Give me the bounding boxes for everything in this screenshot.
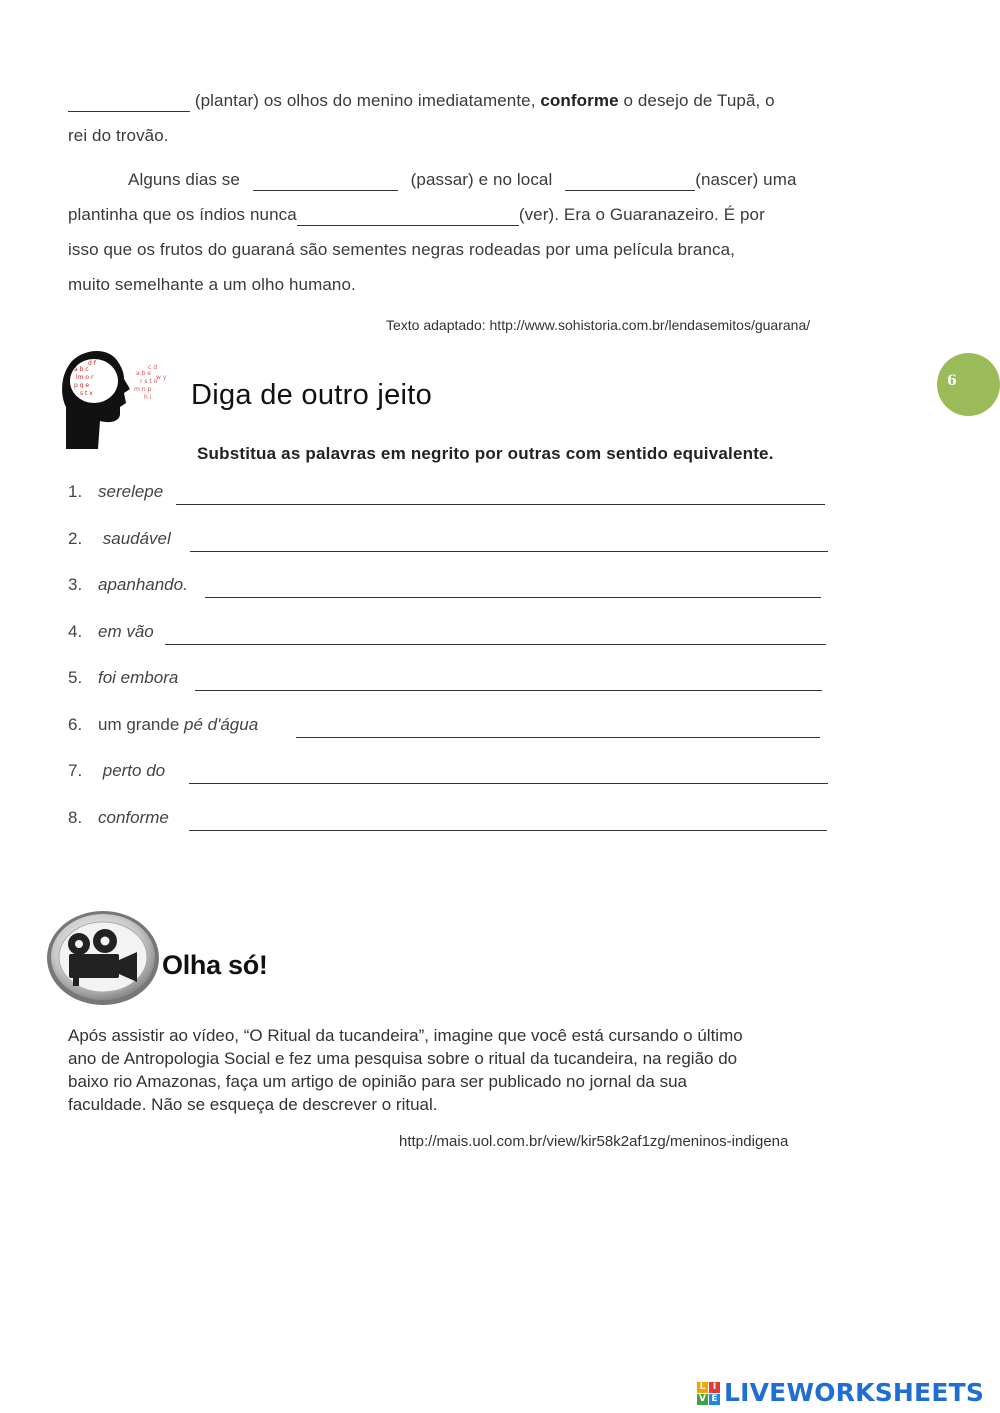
story-line-3: [128, 162, 880, 197]
item-word: pé d'água: [184, 715, 259, 734]
story-text: rei do trovão.: [68, 126, 169, 145]
item-word: serelepe: [98, 482, 164, 501]
story-text: Alguns dias se: [128, 170, 240, 189]
answer-input-4[interactable]: [165, 626, 826, 645]
story-text: muito semelhante a um olho humano.: [68, 275, 356, 294]
item-word: foi embora: [98, 668, 179, 687]
svg-text:r s t o: r s t o: [140, 378, 158, 385]
story-text: o desejo de Tupã, o: [623, 91, 775, 110]
answer-input-6[interactable]: [296, 719, 820, 738]
item-word: perto do: [102, 761, 166, 780]
item-number: 3.: [68, 575, 83, 594]
answer-row-6: [68, 715, 258, 739]
page-number: 6: [947, 373, 957, 389]
svg-text:lm o r: lm o r: [76, 374, 94, 381]
svg-text:s t x: s t x: [80, 390, 93, 397]
item-prefix: um grande: [98, 715, 184, 734]
svg-text:p q e: p q e: [74, 382, 90, 389]
liveworksheets-logo-icon: [697, 1382, 721, 1406]
svg-text:a b e: a b e: [136, 370, 151, 377]
answer-row-4: [68, 622, 154, 646]
olha-line: baixo rio Amazonas, faça um artigo de opinião para ser publicado no jornal da sua: [68, 1072, 687, 1091]
item-word: conforme: [98, 808, 169, 827]
story-line-6: [68, 267, 356, 302]
item-number: 1.: [68, 482, 83, 501]
svg-text:d f: d f: [88, 360, 96, 367]
story-text: plantinha que os índios nunca: [68, 205, 297, 224]
olha-line: faculdade. Não se esqueça de descrever o ritual.: [68, 1095, 438, 1114]
blank-ver-input[interactable]: [297, 207, 519, 226]
item-word: apanhando.: [98, 575, 188, 594]
svg-text:m n p: m n p: [134, 386, 152, 393]
answer-row-8: [68, 808, 169, 832]
answer-input-3[interactable]: [205, 579, 821, 598]
story-line-1: [68, 83, 880, 118]
film-camera-icon: [45, 908, 161, 1008]
answer-input-7[interactable]: [189, 765, 828, 784]
section-title-olha: Olha só!: [162, 950, 268, 980]
blank-passar-input[interactable]: [253, 172, 398, 191]
story-source: Texto adaptado: http://www.sohistoria.com.br/lendasemitos/guarana/: [386, 317, 811, 333]
story-text: (plantar) os olhos do menino imediatamente,: [194, 91, 536, 110]
story-line-5: [68, 232, 735, 267]
story-text: (nascer) uma: [695, 170, 797, 189]
story-line-4: [68, 197, 765, 232]
answer-input-8[interactable]: [189, 812, 827, 831]
svg-text:w y: w y: [156, 374, 167, 381]
olha-line: Após assistir ao vídeo, “O Ritual da tucandeira”, imagine que você está cursando o último: [68, 1026, 743, 1045]
answer-input-2[interactable]: [190, 533, 828, 552]
logo-letter: I: [709, 1382, 720, 1393]
item-word: em vão: [98, 622, 154, 641]
answer-row-5: [68, 668, 178, 692]
item-number: 2.: [68, 529, 83, 548]
speaking-head-icon: [58, 345, 188, 453]
olha-paragraph: [68, 1024, 743, 1116]
blank-plantar-input[interactable]: [68, 93, 190, 112]
item-number: 4.: [68, 622, 83, 641]
answer-row-7: [68, 761, 165, 785]
answer-input-5[interactable]: [195, 672, 822, 691]
olha-line: ano de Antropologia Social e fez uma pesquisa sobre o ritual da tucandeira, na região do: [68, 1049, 738, 1068]
item-number: 6.: [68, 715, 83, 734]
logo-letter: E: [709, 1394, 720, 1405]
blank-nascer-input[interactable]: [565, 172, 695, 191]
olha-source: http://mais.uol.com.br/view/kir58k2af1zg/meninos-indigena: [399, 1133, 789, 1150]
page-number-badge: [937, 353, 1000, 416]
svg-text:a b c: a b c: [74, 366, 89, 373]
logo-letter: L: [697, 1382, 708, 1393]
item-word: saudável: [102, 529, 171, 548]
story-text: isso que os frutos do guaraná são sementes negras rodeadas por uma película branca,: [68, 240, 735, 259]
answer-row-1: [68, 482, 163, 506]
story-text: (ver). Era o Guaranazeiro. É por: [518, 205, 765, 224]
story-text: (passar) e no local: [410, 170, 553, 189]
answer-row-2: [68, 529, 171, 553]
story-line-2: [68, 118, 169, 153]
bold-word: conforme: [540, 91, 619, 110]
answer-row-3: [68, 575, 188, 599]
item-number: 7.: [68, 761, 83, 780]
svg-text:h i: h i: [144, 394, 152, 401]
item-number: 5.: [68, 668, 83, 687]
section-instruction: Substitua as palavras em negrito por outras com sentido equivalente.: [197, 444, 774, 463]
logo-letter: V: [697, 1394, 708, 1405]
brand-name: LIVEWORKSHEETS: [724, 1378, 985, 1407]
svg-text:c d: c d: [148, 364, 158, 371]
section-title-diga: Diga de outro jeito: [191, 379, 433, 411]
answer-input-1[interactable]: [176, 486, 825, 505]
item-number: 8.: [68, 808, 83, 827]
